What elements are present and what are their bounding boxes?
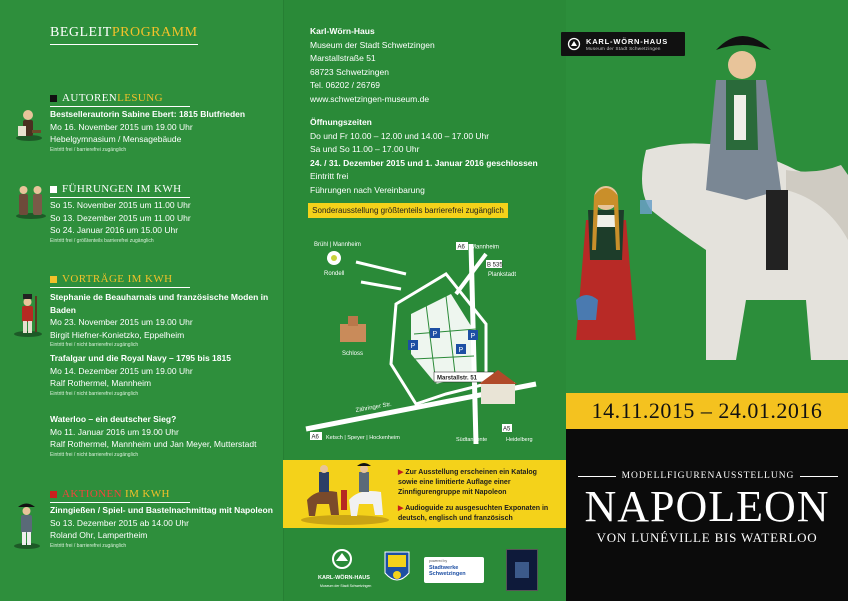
section-heading-part1: AKTIONEN (62, 488, 123, 500)
map-label-ketsch: Ketsch | Speyer | Hockenheim (326, 435, 400, 441)
section-heading-part1: FÜHRUNGEN IM KWH (62, 183, 182, 195)
event-title: Bestsellerautorin Sabine Ebert: 1815 Blutfrieden (50, 109, 246, 119)
napoleon-cover-image (566, 0, 848, 393)
museum-address (310, 25, 435, 106)
event-line: Hebelgymnasium / Mensagebäude (50, 134, 182, 144)
svg-text:P: P (432, 331, 438, 338)
program-title (50, 25, 198, 45)
event-zinngiessen (50, 504, 275, 550)
promo-audioguide-text: Audioguide zu ausgesuchten Exponaten in deutsch, englisch und französisch (398, 505, 549, 522)
map-label-rondell: Rondell (324, 271, 345, 277)
exhibition-dates: 14.11.2015 – 24.01.2016 (566, 393, 848, 429)
promo-text (398, 468, 558, 530)
map-label-heidelberg: Heidelberg (506, 437, 533, 443)
map-label-a5: A5 (503, 426, 511, 433)
event-line: So 13. Dezember 2015 um 11.00 Uhr (50, 212, 191, 223)
event-title: Zinngießen / Spiel- und Bastelnachmittag mit Napoleon (50, 505, 273, 515)
partner-logos (300, 545, 550, 595)
event-note: Eintritt frei / nicht barrierefrei zugänglich (50, 342, 139, 348)
brand-subtitle: Museum der Stadt Schwetzingen (586, 45, 661, 51)
event-beauharnais (50, 291, 275, 349)
hours-line: Führungen nach Vereinbarung (310, 184, 425, 195)
event-line: So 13. Dezember 2015 ab 14.00 Uhr (50, 517, 189, 528)
section-square-icon (50, 276, 57, 283)
address-website[interactable]: www.schwetzingen-museum.de (310, 93, 430, 104)
event-line: Ralf Rothermel, Mannheim (50, 378, 152, 388)
event-note: Eintritt frei / nicht barrierefrei zugänglich (50, 390, 139, 397)
event-line: Ralf Rothermel, Mannheim und Jan Meyer, Mutterstadt (50, 439, 257, 449)
hours-closed-line: 24. / 31. Dezember 2015 und 1. Januar 2016 geschlossen (310, 157, 538, 168)
map-label-b535: B 535 (487, 262, 503, 269)
catalog-cover-image (506, 549, 538, 591)
promo-box (283, 460, 566, 528)
svg-text:P: P (410, 343, 416, 350)
guide-figures-icon (14, 180, 48, 220)
city-coat-of-arms-icon (382, 549, 412, 589)
event-line: Roland Ohr, Lampertheim (50, 530, 148, 540)
brand-name: KARL-WÖRN-HAUS (586, 36, 669, 46)
map-schloss-icon (340, 324, 366, 342)
map-label-suedtangente: Südtangente (456, 437, 488, 443)
event-bestseller (50, 108, 275, 154)
kwh-logo-icon (567, 37, 581, 51)
section-square-icon (50, 186, 57, 193)
event-fuehrungen (50, 199, 275, 245)
address-line: Marstallstraße 51 (310, 53, 376, 63)
kwh-logo-text: KARL-WÖRN-HAUS (318, 575, 370, 581)
exhibition-subtitle: MODELLFIGURENAUSSTELLUNG (621, 471, 795, 481)
kwh-logo (318, 547, 372, 591)
section-heading-fuehrungen (50, 183, 190, 198)
address-line: Museum der Stadt Schwetzingen (310, 39, 435, 50)
napoleon-figure-icon (12, 500, 42, 550)
map-label-a6-bottom: A6 (311, 434, 319, 441)
stadtwerke-small-text: powered by (429, 559, 448, 563)
event-line: Birgit Hiefner-Konietzko, Eppelheim (50, 329, 185, 340)
hours-heading: Öffnungszeiten (310, 117, 372, 127)
author-figure-icon (14, 104, 44, 142)
hours-line: Eintritt frei (310, 171, 349, 181)
opening-hours (310, 116, 538, 197)
event-waterloo (50, 413, 280, 459)
map-label-marstall: Marstallstr. 51 (437, 375, 478, 382)
address-name: Karl-Wörn-Haus (310, 26, 375, 36)
program-title-part2: PROGRAMM (111, 25, 198, 40)
section-heading-aktionen (50, 488, 190, 503)
event-line: Mo 23. November 2015 um 19.00 Uhr (50, 317, 193, 327)
stadtwerke-logo-text: Stadtwerke Schwetzingen (429, 565, 466, 577)
event-title: Trafalgar und die Royal Navy – 1795 bis 1815 (50, 353, 231, 363)
event-note: Eintritt frei / größtenteils barrierefrei zugänglich (50, 237, 154, 244)
svg-text:P: P (470, 333, 476, 340)
exhibition-tagline: VON LUNÉVILLE BIS WATERLOO (596, 530, 818, 545)
figure-group-image (297, 460, 392, 526)
event-note: Eintritt frei / nicht barrierefrei zugänglich (50, 451, 139, 458)
section-heading-part2: IM KWH (125, 488, 170, 500)
address-phone: Tel. 06202 / 26769 (310, 80, 380, 90)
map-label-mannheim: Mannheim (471, 244, 500, 251)
event-title: Stephanie de Beauharnais und französische Moden in Baden (50, 292, 269, 315)
event-trafalgar (50, 352, 275, 398)
section-heading-autorenlesung (50, 92, 190, 107)
event-line: Mo 11. Januar 2016 um 19.00 Uhr (50, 426, 179, 437)
kwh-logo-subtext: Museum der Stadt Schwetzingen (320, 584, 372, 588)
event-note: Eintritt frei / barrierefrei zugänglich (50, 542, 127, 549)
map-label-schloss: Schloss (342, 351, 364, 357)
event-line: Mo 14. Dezember 2015 um 19.00 Uhr (50, 365, 193, 376)
arrow-icon: ▶ (398, 505, 404, 512)
exhibition-title: NAPOLEON (584, 482, 830, 531)
map-road (361, 282, 401, 289)
section-heading-part1: AUTOREN (62, 92, 118, 104)
map-label-bruehl: Brühl | Mannheim (314, 242, 361, 248)
arrow-icon: ▶ (398, 469, 404, 476)
divider (578, 476, 616, 477)
section-heading-part1: VORTRÄGE IM KWH (62, 273, 173, 285)
promo-catalog-text: Zur Ausstellung erscheinen ein Katalog sowie eine limitierte Auflage einer Zinnfigurengruppe mit Napoleon (398, 469, 537, 496)
address-line: 68723 Schwetzingen (310, 66, 389, 77)
section-square-icon (50, 95, 57, 102)
svg-text:P: P (458, 347, 464, 354)
divider (800, 476, 838, 477)
event-note: Eintritt frei / barrierefrei zugänglich (50, 146, 127, 153)
map-museum-building-icon (481, 382, 515, 404)
event-line: So 24. Januar 2016 um 15.00 Uhr (50, 225, 179, 235)
event-line: Mo 16. November 2015 um 19.00 Uhr (50, 121, 193, 132)
section-heading-vortraege (50, 273, 190, 288)
map-label-zaehringer: Zähringer Str. (355, 401, 393, 414)
section-heading-part2: LESUNG (117, 92, 163, 104)
map-label-plankstadt: Plankstadt (488, 272, 517, 278)
accessibility-notice: Sonderausstellung größtenteils barrierefrei zugänglich (308, 203, 508, 218)
event-line: So 15. November 2015 um 11.00 Uhr (50, 200, 191, 210)
map-label-a6: A6 (457, 244, 465, 251)
event-title: Waterloo – ein deutscher Sieg? (50, 414, 177, 424)
hours-line: Sa und So 11.00 – 17.00 Uhr (310, 144, 420, 154)
kwh-brand-badge (561, 32, 685, 56)
stadtwerke-logo (424, 557, 484, 583)
exhibition-subtitle-row (578, 471, 838, 481)
location-map (296, 234, 552, 449)
program-title-part1: BEGLEIT (50, 25, 112, 40)
map-town-core (411, 294, 476, 384)
map-road (356, 262, 406, 274)
hours-line: Do und Fr 10.00 – 12.00 und 14.00 – 17.00 Uhr (310, 130, 490, 141)
soldier-figure-icon (12, 290, 44, 338)
section-square-icon (50, 491, 57, 498)
